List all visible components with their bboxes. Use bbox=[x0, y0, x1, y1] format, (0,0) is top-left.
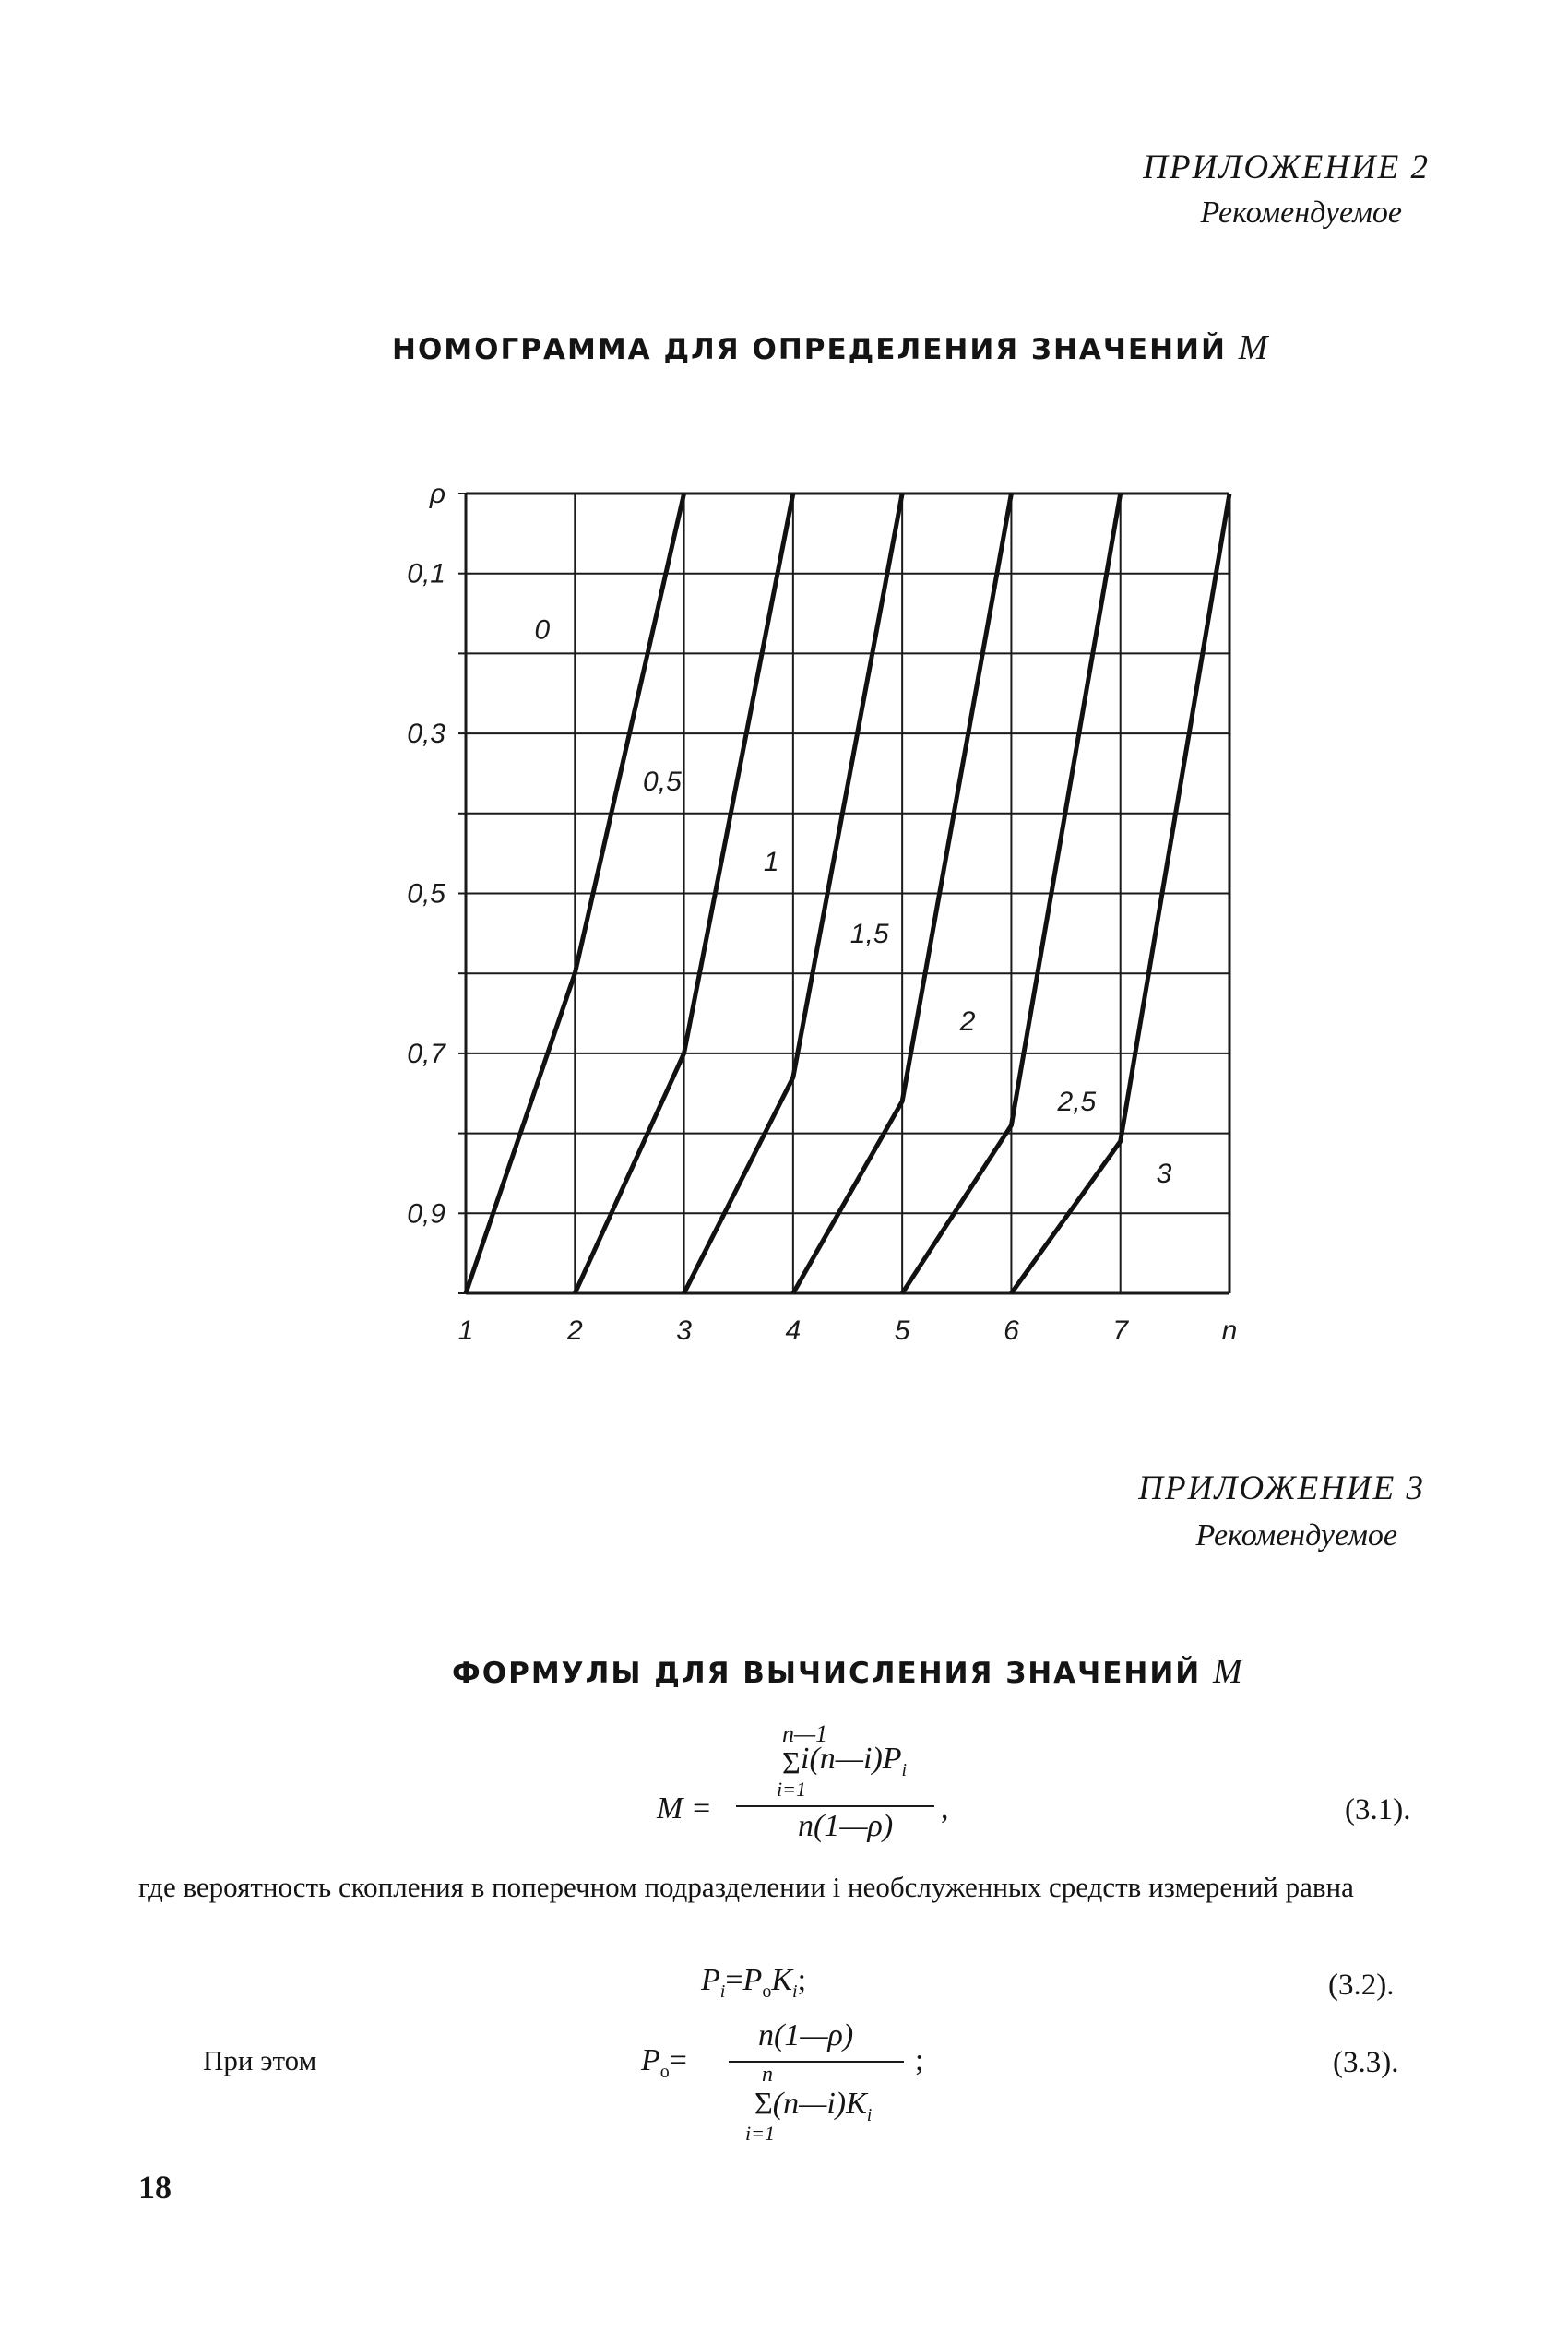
y-tick-label: 0,3 bbox=[407, 719, 445, 750]
appendix-3-subtitle: Рекомендуемое bbox=[1195, 1518, 1397, 1553]
appendix-2-title: ПРИЛОЖЕНИЕ 2 bbox=[1143, 149, 1430, 186]
f33-lhs-sub: o bbox=[659, 2061, 670, 2082]
f32-lhs-sub: i bbox=[719, 1981, 726, 2002]
region-label: 2,5 bbox=[1057, 1086, 1097, 1117]
f31-denominator: n(1—ρ) bbox=[798, 1809, 894, 1843]
nomogram-curve-4 bbox=[793, 494, 1012, 1293]
f31-lhs: M = bbox=[657, 1791, 712, 1826]
y-tick-label: 0,1 bbox=[407, 558, 445, 589]
nomogram-curve-1 bbox=[466, 494, 684, 1293]
chart-series bbox=[466, 494, 1229, 1293]
f31-sum-symbol: Σ bbox=[782, 1746, 801, 1780]
f33-sum-lower: i=1 bbox=[745, 2122, 775, 2145]
f33-sum-upper: n bbox=[762, 2063, 773, 2087]
paragraph: где вероятность скопления в поперечном подразделении i необслуженных средств измерений равна bbox=[138, 1871, 1354, 1903]
f33-numerator: n(1—ρ) bbox=[758, 2018, 854, 2052]
f33-sum-body-sub: i bbox=[866, 2104, 873, 2125]
f31-fraction-bar bbox=[736, 1805, 934, 1807]
nomogram-curve-5 bbox=[902, 494, 1121, 1293]
appendix-3-title: ПРИЛОЖЕНИЕ 3 bbox=[1138, 1469, 1425, 1507]
f33-tail: ; bbox=[915, 2043, 924, 2077]
f31-tail: , bbox=[941, 1791, 949, 1826]
formulas-heading bbox=[452, 1651, 1242, 1692]
x-tick-label: 6 bbox=[1004, 1315, 1019, 1346]
x-tick-label: n bbox=[1221, 1315, 1238, 1346]
nomogram-heading-text: НОМОГРАММА ДЛЯ ОПРЕДЕЛЕНИЯ ЗНАЧЕНИЙ bbox=[392, 333, 1227, 366]
f33-fraction-bar bbox=[729, 2061, 904, 2063]
nomogram-heading-var: M bbox=[1238, 328, 1268, 367]
region-label: 0 bbox=[534, 614, 551, 646]
f32-number: (3.2). bbox=[1328, 1969, 1395, 2002]
region-label: 2 bbox=[959, 1006, 976, 1038]
x-tick-label: 5 bbox=[894, 1315, 910, 1346]
x-tick-label: 2 bbox=[566, 1315, 583, 1346]
nomogram-curve-2 bbox=[575, 494, 793, 1293]
f33-sum-symbol: Σ bbox=[754, 2087, 773, 2121]
f31-numerator: i(n—i)P bbox=[801, 1742, 902, 1776]
region-label: 1,5 bbox=[849, 918, 889, 949]
f31-sum-upper: n—1 bbox=[782, 1720, 828, 1747]
y-tick-label: ρ bbox=[429, 479, 445, 509]
f32-rhs-sub: o bbox=[762, 1981, 772, 2002]
x-tick-label: 1 bbox=[457, 1315, 474, 1346]
x-tick-label: 7 bbox=[1112, 1315, 1129, 1346]
formulas-heading-text: ФОРМУЛЫ ДЛЯ ВЫЧИСЛЕНИЯ ЗНАЧЕНИЙ bbox=[452, 1657, 1202, 1690]
f32-rhs: P bbox=[742, 1963, 763, 1997]
region-label: 0,5 bbox=[643, 767, 682, 798]
x-tick-label: 3 bbox=[676, 1315, 692, 1346]
formulas-heading-var: M bbox=[1213, 1652, 1242, 1691]
y-tick-label: 0,7 bbox=[407, 1038, 445, 1069]
nomogram-curve-3 bbox=[684, 494, 903, 1293]
x-tick-label: 4 bbox=[785, 1315, 802, 1346]
x-tick-labels bbox=[458, 1315, 1238, 1346]
f32-rhs2: K bbox=[771, 1963, 792, 1997]
region-label: 3 bbox=[1156, 1158, 1172, 1189]
appendix-2-subtitle: Рекомендуемое bbox=[1200, 196, 1402, 230]
f32-tail: ; bbox=[797, 1963, 807, 1997]
y-tick-labels bbox=[407, 479, 446, 1229]
y-tick-label: 0,9 bbox=[407, 1198, 445, 1230]
f33-number: (3.3). bbox=[1333, 2046, 1399, 2079]
f32-rhs2-sub: i bbox=[792, 1981, 798, 2002]
f33-lead: При этом bbox=[203, 2044, 317, 2076]
f33-sum-body: (n—i)K bbox=[772, 2087, 867, 2121]
f31-number: (3.1). bbox=[1345, 1793, 1411, 1826]
y-tick-label: 0,5 bbox=[407, 878, 445, 910]
f33-lhs: P bbox=[641, 2043, 660, 2077]
nomogram-curve-6 bbox=[1011, 494, 1229, 1293]
f31-numerator-sub: i bbox=[901, 1759, 908, 1780]
region-label: 1 bbox=[763, 846, 779, 877]
region-labels bbox=[534, 614, 1171, 1189]
f33-eq: = bbox=[669, 2043, 687, 2077]
chart-grid bbox=[458, 494, 1229, 1293]
f32-lhs: P bbox=[701, 1963, 720, 1997]
nomogram-heading bbox=[392, 327, 1267, 368]
page-number: 18 bbox=[138, 2169, 172, 2206]
f32-eq: = bbox=[725, 1963, 743, 1997]
f31-sum-lower: i=1 bbox=[777, 1778, 806, 1801]
